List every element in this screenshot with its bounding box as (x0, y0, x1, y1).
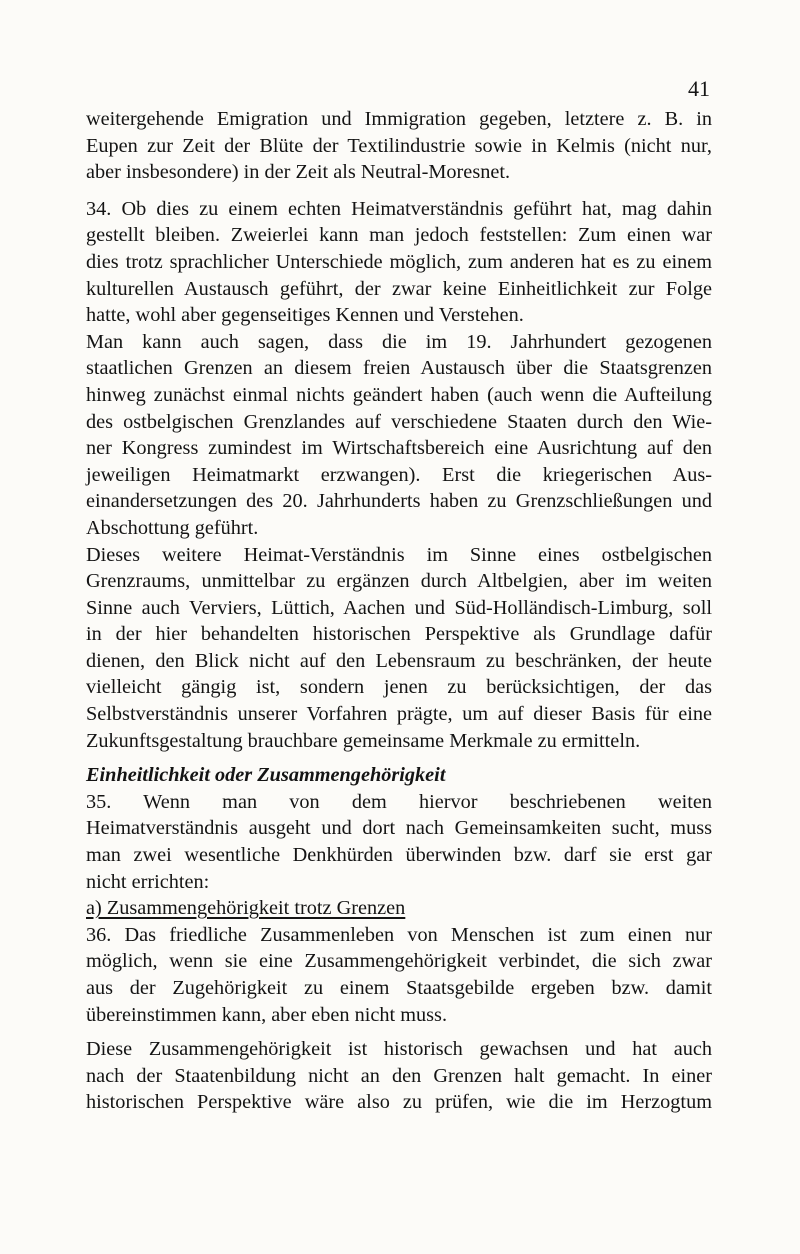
paragraph-36 (86, 922, 712, 1028)
text-line: hatte, wohl aber gegenseitiges Kennen und Verstehen. (86, 304, 524, 327)
text-line: in der hier behandelten historischen Perspektive als Grundlage dafür (86, 623, 712, 646)
section-heading: Einheitlichkeit oder Zusammengehörigkeit (86, 764, 446, 787)
text-line: 34. Ob dies zu einem echten Heimatverständnis geführt hat, mag dahin (86, 197, 712, 220)
text-line: einandersetzungen des 20. Jahrhunderts haben zu Grenzschließungen und (86, 490, 712, 513)
text-line: ner Kongress zumindest im Wirtschaftsbereich eine Ausrichtung auf den (86, 437, 712, 460)
page-number: 41 (688, 76, 710, 101)
paragraph-zusammengehoerigkeit (86, 1036, 712, 1116)
paragraph-35 (86, 789, 712, 895)
text-line: staatlichen Grenzen an diesem freien Austausch über die Staatsgrenzen (86, 357, 712, 380)
text-line: jeweiligen Heimatmarkt erzwangen). Erst die kriegerischen Aus- (86, 463, 712, 486)
text-line: weitergehende Emigration und Immigration gegeben, letztere z. B. in (86, 108, 712, 130)
text-line: aber insbesondere) in der Zeit als Neutral-Moresnet. (86, 161, 511, 184)
text-line: 35. Wenn man von dem hiervor beschriebenen weiten (86, 790, 712, 813)
text-line: hinweg zunächst einmal nichts geändert haben (auch wenn die Aufteilung (86, 383, 712, 406)
paragraph-emigration (86, 106, 712, 186)
text-line: Eupen zur Zeit der Blüte der Textilindustrie sowie in Kelmis (nicht nur, (86, 134, 712, 157)
paragraph-heimat-verstaendnis (86, 542, 712, 755)
text-line: Sinne auch Verviers, Lüttich, Aachen und Süd-Holländisch-Limburg, soll (86, 596, 712, 619)
paragraph-gap (86, 186, 712, 196)
text-line: vielleicht gängig ist, sondern jenen zu berücksichtigen, der das (86, 676, 712, 699)
paragraph-gap (86, 754, 712, 762)
text-line: aus der Zugehörigkeit zu einem Staatsgebilde ergeben bzw. damit (86, 977, 712, 999)
text-line: Zukunftsgestaltung brauchbare gemeinsame Merkmale zu ermitteln. (86, 729, 641, 752)
text-line: gestellt bleiben. Zweierlei kann man jedoch feststellen: Zum einen war (86, 224, 712, 247)
paragraph-34 (86, 196, 712, 329)
text-line: Selbstverständnis unserer Vorfahren prägte, um auf dieser Basis für eine (86, 703, 712, 726)
text-line: Dieses weitere Heimat-Verständnis im Sinne eines ostbelgischen (86, 543, 712, 566)
text-line: nicht errichten: (86, 870, 210, 893)
text-line: nach der Staatenbildung nicht an den Grenzen halt gemacht. In einer (86, 1064, 712, 1087)
page-body (86, 106, 712, 1116)
text-line: des ostbelgischen Grenzlandes auf verschiedene Staaten durch den Wie- (86, 410, 712, 433)
text-line: möglich, wenn sie eine Zusammengehörigkeit verbindet, die sich zwar (86, 950, 712, 973)
paragraph-grenzen (86, 329, 712, 542)
text-line: dies trotz sprachlicher Unterschiede möglich, zum anderen hat es zu einem (86, 250, 712, 273)
text-line: 36. Das friedliche Zusammenleben von Menschen ist zum einen nur (86, 923, 712, 946)
text-line: historischen Perspektive wäre also zu prüfen, wie die im Herzogtum (86, 1091, 712, 1114)
text-line: übereinstimmen kann, aber eben nicht muss. (86, 1003, 448, 1026)
paragraph-gap (86, 1028, 712, 1036)
text-line: Grenzraums, unmittelbar zu ergänzen durch Altbelgien, aber im weiten (86, 570, 712, 593)
text-line: Abschottung geführt. (86, 516, 259, 539)
text-line: Diese Zusammengehörigkeit ist historisch gewachsen und hat auch (86, 1038, 712, 1061)
text-line: dienen, den Blick nicht auf den Lebensraum zu beschränken, der heute (86, 649, 712, 672)
text-line: Man kann auch sagen, dass die im 19. Jahrhundert gezogenen (86, 330, 712, 353)
text-line: kulturellen Austausch geführt, der zwar keine Einheitlichkeit zur Folge (86, 277, 712, 300)
text-line: Heimatverständnis ausgeht und dort nach Gemeinsamkeiten sucht, muss (86, 817, 712, 840)
text-line: man zwei wesentliche Denkhürden überwinden bzw. darf sie erst gar (86, 844, 712, 867)
subsection-heading: a) Zusammengehörigkeit trotz Grenzen (86, 897, 406, 920)
